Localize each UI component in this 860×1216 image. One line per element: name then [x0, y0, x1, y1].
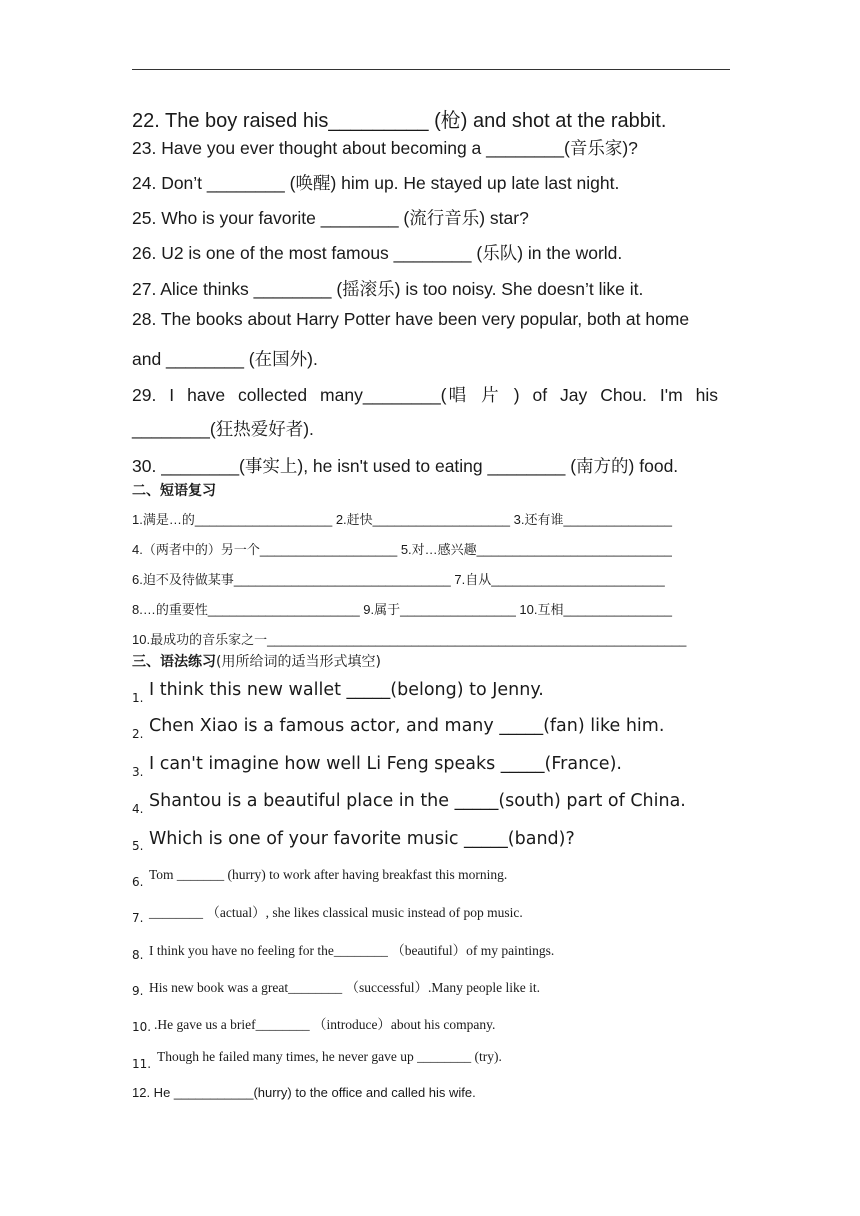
phrase-row-2: 4.（两者中的）另一个___________________ 5.对…感兴趣___________________________ [132, 542, 672, 557]
phrase-row-5: 10.最成功的音乐家之一__________________________________________________________ [132, 632, 687, 647]
grammar-num-2: 2. [132, 727, 144, 741]
grammar-num-7: 7. [132, 911, 144, 925]
section3-subtitle: (用所给词的适当形式填空) [216, 654, 381, 670]
vocab-item-29: 29. I have collected many________(唱 片 ) of Jay Chou. I'm his [132, 385, 718, 405]
grammar-item-1: I think this new wallet _____(belong) to Jenny. [149, 680, 544, 700]
grammar-num-8: 8. [132, 948, 144, 962]
grammar-item-7: ________ （actual）, she likes classical music instead of pop music. [149, 905, 523, 920]
vocab-item-27: 27. Alice thinks ________ (摇滚乐) is too noisy. She doesn’t like it. [132, 279, 644, 299]
vocab-item-28-cont: and ________ (在国外). [132, 349, 318, 369]
vocab-item-25: 25. Who is your favorite ________ (流行音乐) star? [132, 208, 529, 228]
grammar-num-4: 4. [132, 802, 144, 816]
grammar-num-5: 5. [132, 839, 144, 853]
vocab-item-28: 28. The books about Harry Potter have been very popular, both at home [132, 309, 690, 329]
grammar-item-12: 12. He ___________(hurry) to the office and called his wife. [132, 1085, 476, 1100]
section3-title-main: 三、语法练习 [132, 654, 216, 670]
phrase-row-4: 8.…的重要性_____________________ 9.属于________________ 10.互相_______________ [132, 602, 672, 617]
grammar-item-5: Which is one of your favorite music _____(band)? [149, 829, 575, 849]
grammar-num-10: 10. [132, 1020, 152, 1034]
vocab-item-23: 23. Have you ever thought about becoming a ________(音乐家)? [132, 138, 638, 158]
section2-title: 二、短语复习 [132, 483, 216, 499]
grammar-item-6: Tom _______ (hurry) to work after having breakfast this morning. [149, 867, 508, 882]
grammar-item-3: I can't imagine how well Li Feng speaks _____(France). [149, 754, 622, 774]
phrase-row-3: 6.迫不及待做某事______________________________ 7.自从________________________ [132, 572, 665, 587]
grammar-item-11: Though he failed many times, he never gave up ________ (try). [157, 1049, 502, 1064]
grammar-num-1: 1. [132, 691, 144, 705]
vocab-item-29-cont: ________(狂热爱好者). [132, 419, 314, 439]
grammar-item-10: .He gave us a brief________ （introduce）about his company. [154, 1017, 496, 1032]
grammar-num-6: 6. [132, 875, 144, 889]
section3-title [132, 651, 381, 671]
vocab-item-30: 30. ________(事实上), he isn't used to eating ________ (南方的) food. [132, 456, 679, 476]
vocab-item-22: 22. The boy raised his_________ (枪) and shot at the rabbit. [132, 110, 667, 132]
phrase-row-1: 1.满是…的___________________ 2.赶快___________________ 3.还有谁_______________ [132, 512, 672, 527]
vocab-item-26: 26. U2 is one of the most famous ________ (乐队) in the world. [132, 243, 623, 263]
grammar-item-9: His new book was a great________ （successful）.Many people like it. [149, 980, 541, 995]
grammar-num-11: 11. [132, 1057, 152, 1071]
grammar-item-8: I think you have no feeling for the________ （beautiful）of my paintings. [149, 943, 555, 958]
grammar-num-3: 3. [132, 765, 144, 779]
grammar-item-2: Chen Xiao is a famous actor, and many _____(fan) like him. [149, 716, 665, 736]
grammar-item-4: Shantou is a beautiful place in the _____(south) part of China. [149, 791, 686, 811]
header-rule [132, 69, 730, 70]
grammar-num-9: 9. [132, 984, 144, 998]
vocab-item-24: 24. Don’t ________ (唤醒) him up. He stayed up late last night. [132, 173, 620, 193]
